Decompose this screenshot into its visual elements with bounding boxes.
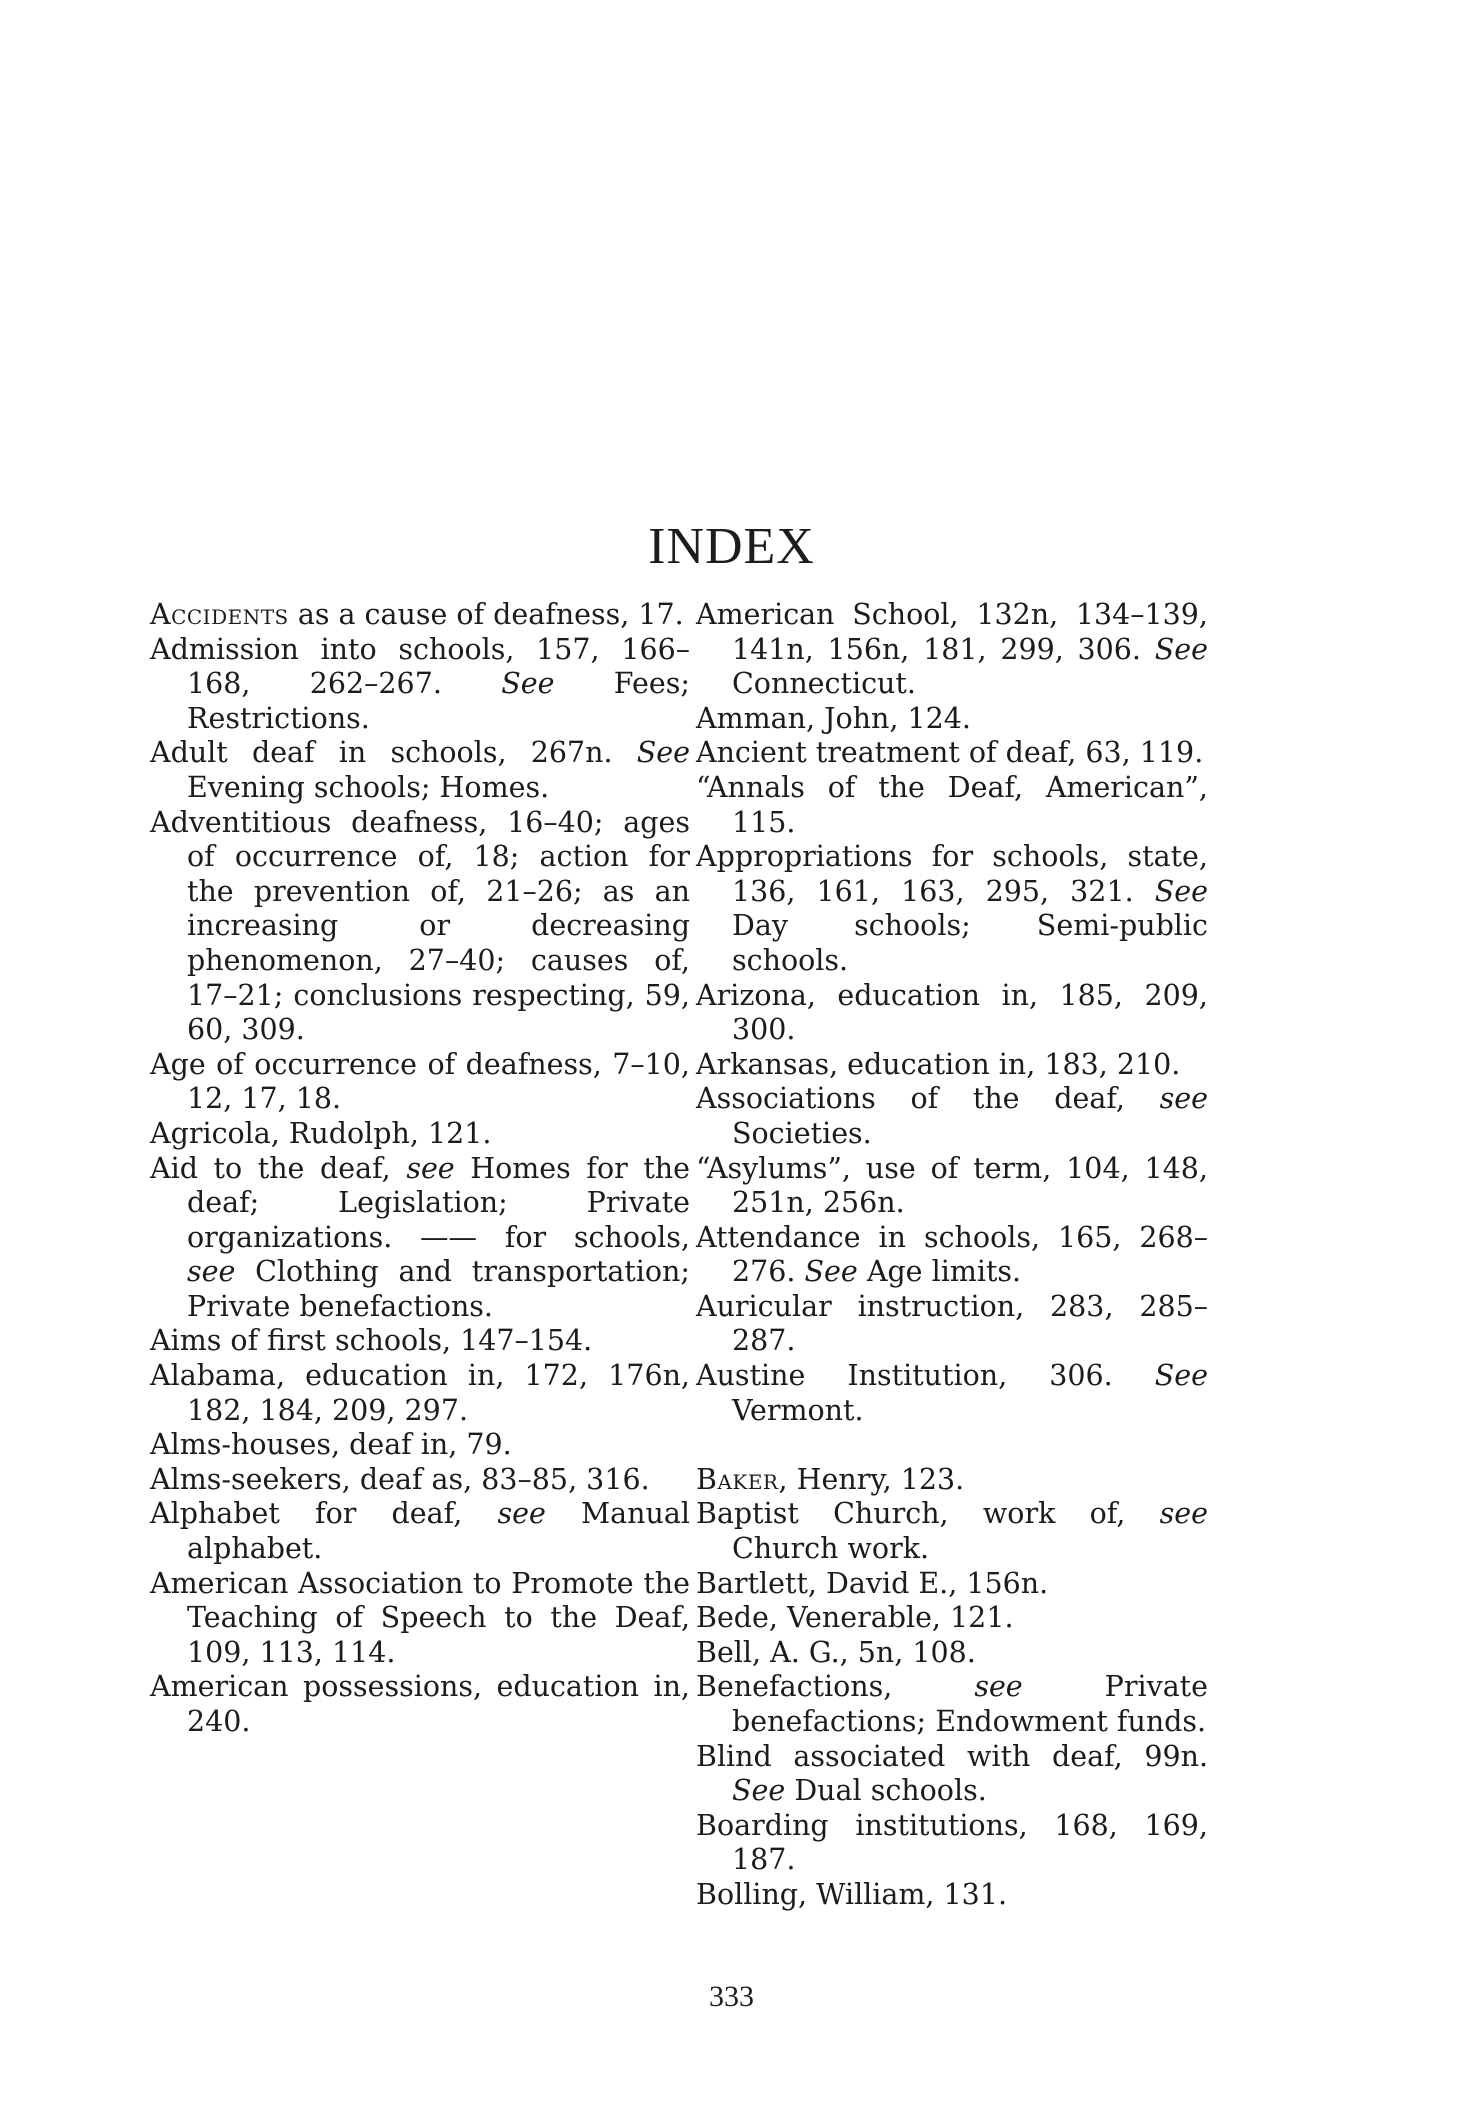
entry-text: Manual alphabet. (187, 1497, 690, 1566)
index-entry (696, 1878, 1208, 1913)
entry-text: American Association to Promote the Teaching of Speech to the Deaf, 109, 113, 114. (150, 1566, 690, 1669)
entry-text: Age limits. (857, 1255, 1022, 1289)
page-title: INDEX (648, 517, 815, 575)
entry-text: Private benefactions; Endowment funds. (732, 1670, 1209, 1738)
entry-text: Alabama, education in, 172, 176n, 182, 184, 209, 297. (150, 1359, 690, 1427)
index-entry (150, 806, 690, 1048)
entry-text: Admission into schools, 157, 166–168, 262–267. (150, 632, 690, 701)
index-entry (696, 1463, 1208, 1498)
entry-text: Evening schools; Homes. (187, 770, 550, 804)
section-gap (696, 1428, 1208, 1463)
index-entry (696, 771, 1208, 840)
entry-text: Adult deaf in schools, 267n. (150, 736, 637, 770)
entry-text: Appropriations for schools, state, 136, 161, 163, 295, 321. (696, 840, 1208, 908)
index-entry (696, 1740, 1208, 1809)
cross-reference: See (732, 1774, 786, 1808)
index-entry (150, 1359, 690, 1428)
index-entry (696, 1290, 1208, 1359)
entry-text: American School, 132n, 134–139, 141n, 156n, 181, 299, 306. (696, 598, 1208, 666)
index-entry (696, 840, 1208, 978)
entry-text: Vermont. (732, 1393, 864, 1427)
entry-text: Homes for the deaf; Legislation; Private organizations. —— for schools, (187, 1151, 690, 1254)
cross-reference: See (501, 667, 555, 701)
cross-reference: see (406, 1151, 455, 1185)
index-entry (696, 1567, 1208, 1602)
index-entry (150, 1324, 690, 1359)
index-entry (150, 1428, 690, 1463)
index-entry (696, 1809, 1208, 1878)
entry-text: Church work. (732, 1532, 930, 1566)
entry-text: Clothing and transportation; Private benefactions. (187, 1255, 690, 1323)
index-entry (696, 1636, 1208, 1671)
entry-text: as a cause of deafness, 17. (288, 598, 684, 631)
entry-text: Arkansas, education in, 183, 210. (696, 1047, 1181, 1081)
index-entry (696, 1221, 1208, 1290)
cross-reference: see (1159, 1082, 1208, 1116)
entry-text: American possessions, education in, 240. (150, 1670, 690, 1738)
entry-text: Adventitious deafness, 16–40; ages of occurrence of, 18; action for the prevention of, 21–26; as an increasing or decreasing phenomenon, 27–40; causes of, 17–21; conclusions respecting, 59, 60, 309. (150, 805, 690, 1047)
entry-text: Blind associated with deaf, 99n. (696, 1739, 1208, 1773)
page-number: 333 (709, 1980, 754, 2013)
index-entry (150, 1497, 690, 1566)
entry-text: Day schools; Semi-public schools. (732, 909, 1208, 977)
index-entry (696, 702, 1208, 737)
index-entry (696, 1152, 1208, 1221)
entry-text: Auricular instruction, 283, 285–287. (696, 1289, 1208, 1358)
index-entry (150, 1117, 690, 1152)
index-entry (150, 633, 690, 737)
entry-text: Baptist Church, work of, (696, 1497, 1160, 1531)
entry-text: Benefactions, (696, 1670, 975, 1704)
cross-reference: See (1154, 874, 1208, 908)
entry-text: , Henry, 123. (778, 1462, 965, 1496)
entry-text: Aims of first schools, 147–154. (150, 1324, 593, 1358)
entry-text: Amman, John, 124. (696, 701, 971, 735)
index-entry (696, 598, 1208, 702)
entry-text: Ancient treatment of deaf, 63, 119. (696, 736, 1204, 770)
index-entry (696, 1497, 1208, 1566)
entry-text: Bartlett, David E., 156n. (696, 1566, 1049, 1600)
entry-text: Age of occurrence of deafness, 7–10, 12, 17, 18. (150, 1047, 690, 1116)
entry-text: Associations of the deaf, (696, 1082, 1160, 1116)
cross-reference: See (1154, 632, 1208, 666)
entry-text: Alms-houses, deaf in, 79. (150, 1428, 512, 1462)
index-entry (150, 1463, 690, 1498)
entry-text: Attendance in schools, 165, 268–276. (696, 1220, 1208, 1289)
cross-reference: See (804, 1255, 858, 1289)
index-entry (696, 1359, 1208, 1428)
index-entry (696, 1601, 1208, 1636)
index-entry (150, 1670, 690, 1739)
index-entry (696, 1082, 1208, 1151)
entry-text: Agricola, Rudolph, 121. (150, 1116, 492, 1150)
entry-text: Alms-seekers, deaf as, 83–85, 316. (150, 1462, 650, 1496)
index-entry (150, 598, 690, 633)
entry-head: Baker (696, 1462, 779, 1496)
cross-reference: See (636, 736, 690, 770)
index-entry (696, 1670, 1208, 1739)
entry-text: “Asylums”, use of term, 104, 148, 251n, 256n. (696, 1151, 1208, 1220)
entry-text: Bolling, William, 131. (696, 1877, 1008, 1911)
entry-text: Societies. (732, 1116, 872, 1150)
entry-text: Dual schools. (785, 1774, 987, 1808)
entry-text: Arizona, education in, 185, 209, 300. (696, 978, 1208, 1047)
cross-reference: See (1154, 1359, 1208, 1393)
cross-reference: see (497, 1497, 546, 1531)
index-entry (150, 1567, 690, 1671)
index-entry (150, 1048, 690, 1117)
entry-text: Connecticut. (732, 667, 916, 701)
entry-head: Accidents (150, 598, 289, 631)
index-column-left (150, 598, 690, 1740)
index-column-right (696, 598, 1208, 1913)
cross-reference: see (974, 1670, 1023, 1704)
index-entry (150, 1152, 690, 1325)
entry-text: Fees; Restrictions. (187, 667, 690, 735)
entry-text: Austine Institution, 306. (696, 1359, 1155, 1393)
cross-reference: see (187, 1255, 236, 1289)
entry-text: Boarding institutions, 168, 169, 187. (696, 1808, 1208, 1877)
index-entry (696, 736, 1208, 771)
index-entry (696, 979, 1208, 1048)
cross-reference: see (1159, 1497, 1208, 1531)
entry-text: Alphabet for deaf, (150, 1497, 498, 1531)
index-entry (150, 736, 690, 805)
entry-text: Bede, Venerable, 121. (696, 1601, 1014, 1635)
index-entry (696, 1048, 1208, 1083)
entry-text: Aid to the deaf, (150, 1151, 407, 1185)
entry-text: “Annals of the Deaf, American”, 115. (696, 770, 1208, 839)
entry-text: Bell, A. G., 5n, 108. (696, 1635, 976, 1669)
